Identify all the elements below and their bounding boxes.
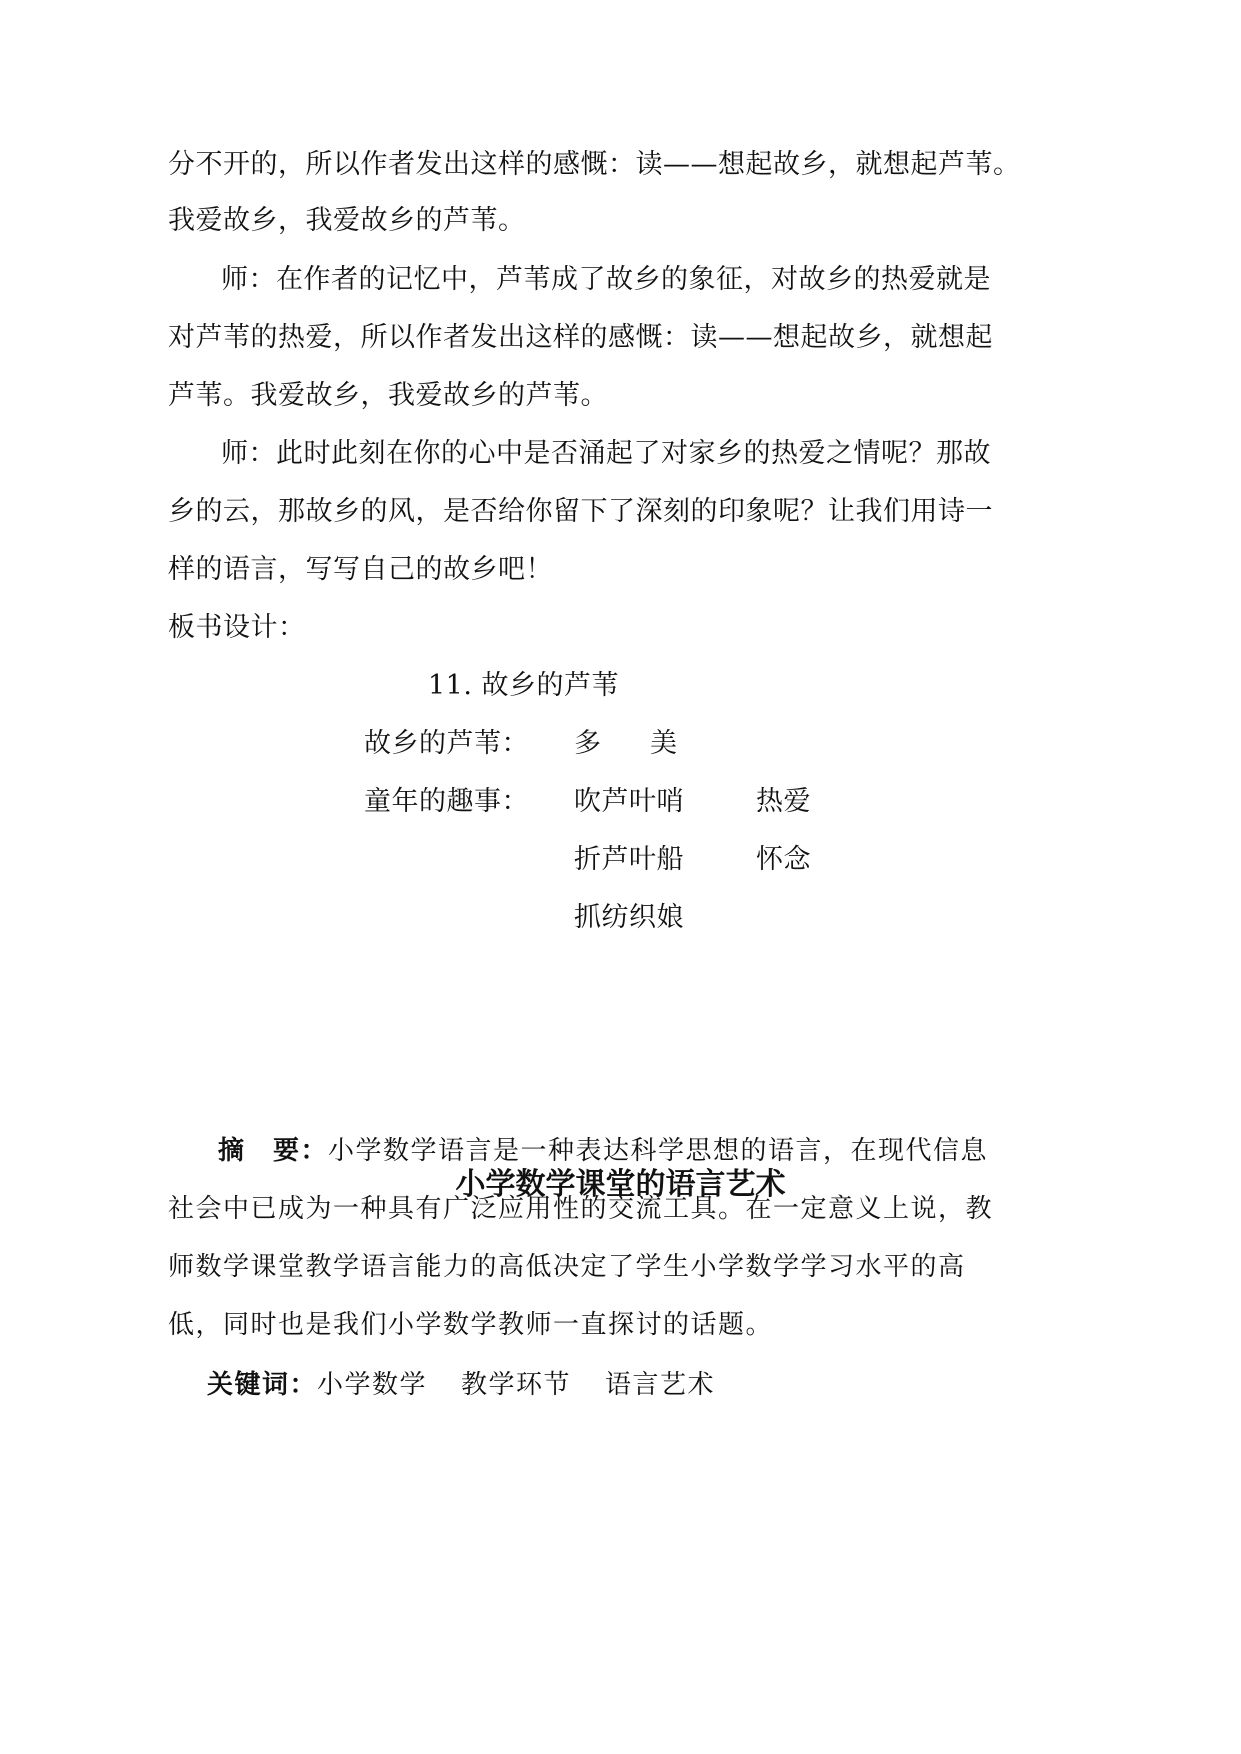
- abstract-line: 师数学课堂教学语言能力的高低决定了学生小学数学学习水平的高: [168, 1252, 966, 1282]
- paragraph-line: 芦苇。我爱故乡，我爱故乡的芦苇。: [168, 380, 608, 411]
- paragraph-line: 对芦苇的热爱，所以作者发出这样的感慨：读——想起故乡，就想起: [168, 322, 993, 353]
- board-feeling: 热爱: [756, 786, 811, 817]
- keyword: 教学环节: [461, 1370, 572, 1400]
- board-label: 板书设计：: [168, 612, 306, 643]
- paragraph-line: 我爱故乡，我爱故乡的芦苇。: [168, 205, 526, 236]
- keywords-line: [207, 1367, 715, 1403]
- paragraph-line: 乡的云，那故乡的风，是否给你留下了深刻的印象呢？让我们用诗一: [168, 496, 993, 527]
- abstract-line: 社会中已成为一种具有广泛应用性的交流工具。在一定意义上说，教: [168, 1194, 994, 1224]
- keyword: 小学数学: [317, 1370, 428, 1400]
- article-title: 小学数学课堂的语言艺术: [455, 1167, 786, 1202]
- keyword: 语言艺术: [605, 1370, 716, 1400]
- keywords-label: 关键词：: [207, 1370, 318, 1400]
- board-row-label: 故乡的芦苇：: [364, 728, 529, 759]
- paragraph-line: 分不开的，所以作者发出这样的感慨：读——想起故乡，就想起芦苇。: [168, 149, 1021, 180]
- board-activity: 抓纺织娘: [574, 902, 684, 933]
- board-activity: 折芦叶船: [574, 844, 684, 875]
- abstract-line: 低，同时也是我们小学数学教师一直探讨的话题。: [168, 1310, 774, 1340]
- abstract-first-line: [218, 1133, 988, 1169]
- paragraph-line: 样的语言，写写自己的故乡吧！: [168, 554, 553, 585]
- paragraph-line: 师：此时此刻在你的心中是否涌起了对家乡的热爱之情呢？那故: [221, 438, 991, 469]
- board-row-label: 童年的趣事：: [364, 786, 529, 817]
- abstract-text: 小学数学语言是一种表达科学思想的语言，在现代信息: [328, 1136, 989, 1166]
- paragraph-line: 师：在作者的记忆中，芦苇成了故乡的象征，对故乡的热爱就是: [221, 264, 991, 295]
- board-activity: 吹芦叶哨: [574, 786, 684, 817]
- abstract-label: 摘 要：: [218, 1136, 329, 1166]
- board-title: 11. 故乡的芦苇: [428, 670, 620, 701]
- board-item: 多: [574, 728, 602, 759]
- board-feeling: 怀念: [756, 844, 811, 875]
- board-item: 美: [650, 728, 678, 759]
